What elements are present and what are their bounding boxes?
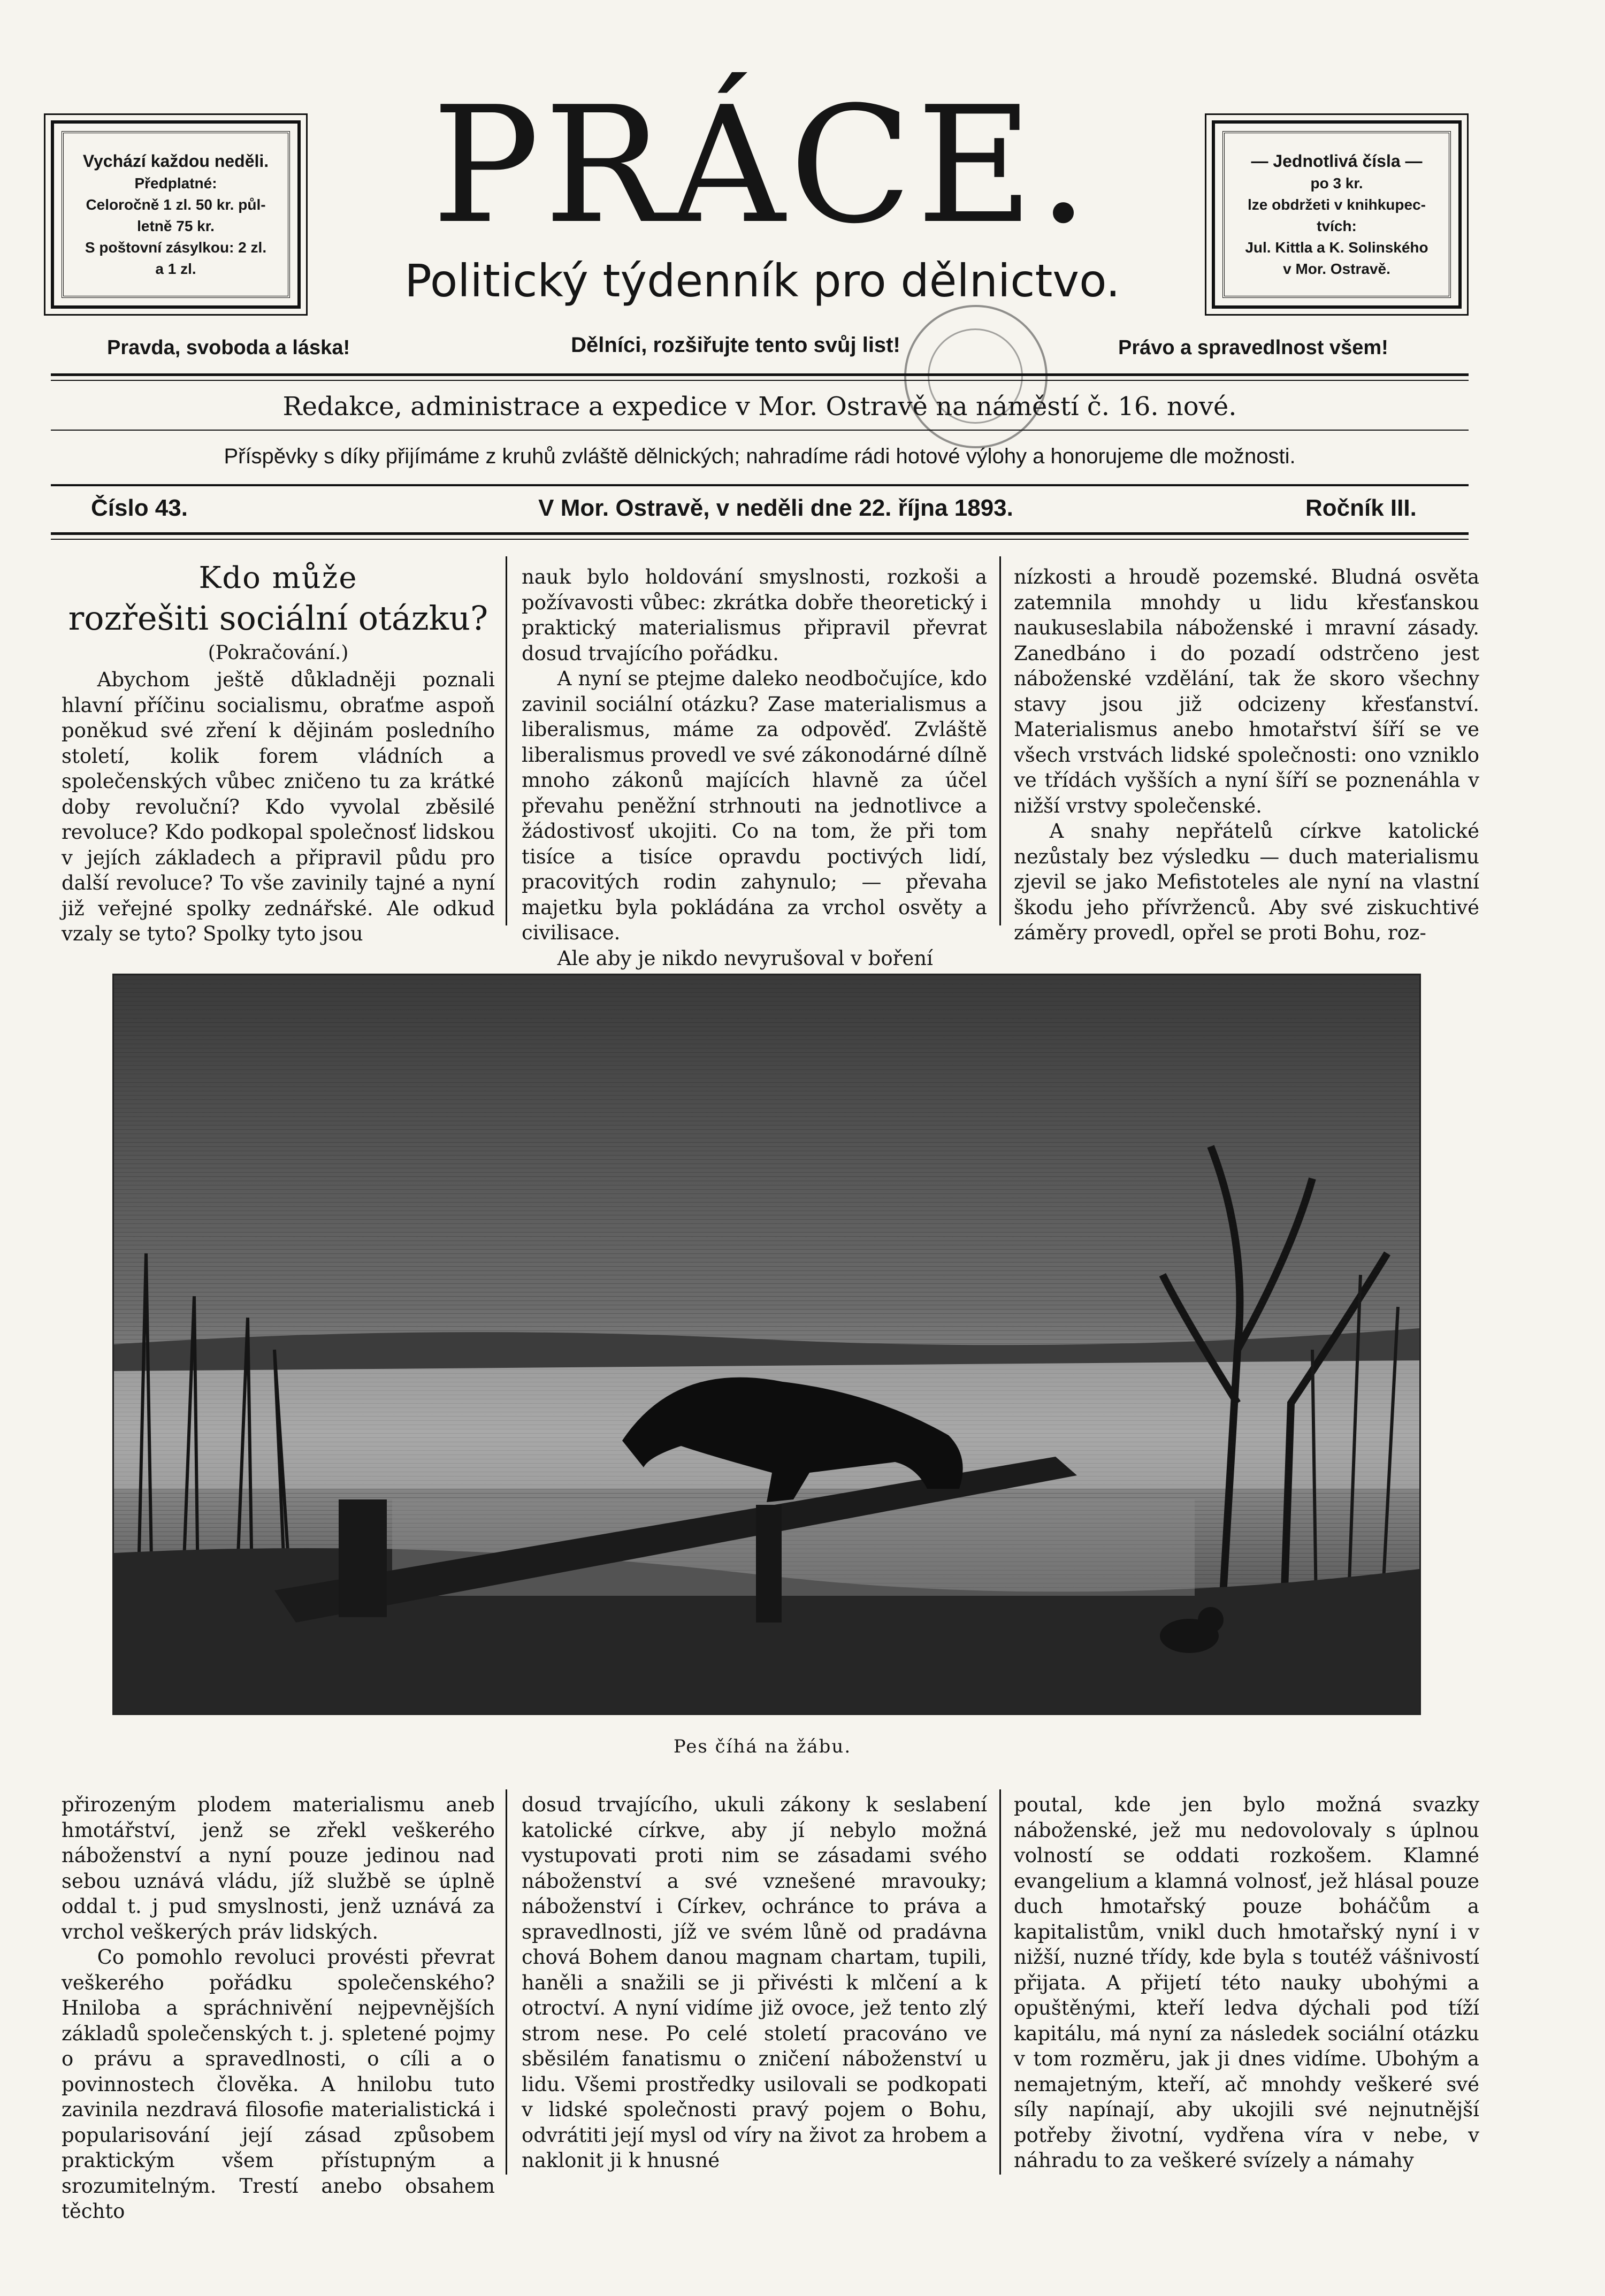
illustration-caption: Pes číhá na žábu. [673, 1736, 852, 1757]
article-paragraph: přirozeným plodem materialismu aneb hmotářství, jenž se zřekl veškerého náboženství a nyní pouze jedinou nad sebou uznává vládu, jíž službě se úplně oddal t. j pud smyslnosti, jenž uznává za vrchol veškerých práv lidských. [62, 1793, 495, 1943]
article-column-1 [62, 559, 495, 947]
subscription-line: Předplatné: [134, 175, 217, 192]
column-divider [999, 556, 1001, 925]
article-paragraph: Ale aby je nikdo nevyrušoval v boření [557, 946, 933, 970]
subscription-line: Celoročně 1 zl. 50 kr. půl- [86, 196, 266, 213]
column-divider [506, 556, 507, 925]
stump [339, 1499, 387, 1617]
article-paragraph: dosud trvajícího, ukuli zákony k seslabení katolické církve, aby jí nebylo možná vystupovati proti nim se zásadami svého náboženství a své vznešené mravouky; náboženství i Církev, ochránce to práva a spravedlnosti, jíž ve svém lůně od pradávna chová Bohem danou magnam chartam, tupili, haněli a snažili se ji přivésti k mlčení a k otroctví. A nyní vidíme již ovoce, jež tento zlý strom nese. Po celé století pracováno ve sběsilém fanatismu o zničení náboženství u lidu. Všemi prostředky usilovali se podkopati v lidské společnosti pravý pojem o Bohu, odvrátiti její mysl od víry na život za hrobem a naklonit ji k hnusné [522, 1793, 987, 2172]
dateline-rule [51, 532, 1469, 535]
article-continued: (Pokračování.) [208, 642, 349, 664]
article-paragraph: poutal, kde jen bylo možná svazky náboženské, jež mu nedovolovaly s úplnou volností se oddati rozkošem. Klamné evangelium a klamná volnosť, jež hlásal pouze duch hmotařský pouze boháčům a kapitalistům, vnikl duch hmotařský nyní i v nižší, nuzné třídy, kde byla s toutéž vášnivostí přijata. A přijetí této nauky ubohými a opuštěnými, kteří ledva dýchali pod tíží kapitálu, má nyní za následek sociální otázku v tom rozměru, jak ji dnes vidíme. Ubohým a nemajetným, kteří, ač mnohdy veškeré své síly napínají, aby ukojili své nejnutnější potřeby životní, vydřena víra v nebe, v náhradu to za veškeré svízely a námahy [1014, 1793, 1479, 2172]
article-paragraph: A nyní se ptejme daleko neodbočujíce, kdo zavinil sociální otázku? Zase materialismus a liberalismus, máme za odpověď. Zvláště liberalismus provedl ve své zákonodárné dílně mnoho zákonů majících hlavně za účel převahu peněžní strhnouti na jednotlivce a žádostivosť ukojiti. Co na tom, že při tom tisíce a tisíce opravdu poctivých lidí, pracovitých rodin zahynulo; — převaha majetku byla pokládána za vrchol osvěty a civilisace. [522, 667, 987, 944]
newspaper-subtitle: Politický týdenník pro dělnictvo. [404, 255, 1120, 307]
contributions-line: Příspěvky s díky přijímáme z kruhů zvláště dělnických; nahradíme rádi hotové výlohy a honorujeme dle možnosti. [224, 445, 1296, 468]
article-column-6 [1014, 1792, 1479, 2173]
article-title-line1: Kdo může [198, 561, 358, 595]
motto-right: Právo a spravedlnost všem! [1118, 336, 1388, 359]
subscription-line: Vychází každou neděli. [82, 151, 269, 171]
illustration-engraving [114, 975, 1419, 1713]
motto-left: Pravda, svoboda a láska! [107, 336, 350, 359]
post [756, 1505, 782, 1622]
address-line: Redakce, administrace a expedice v Mor. Ostravě na náměstí č. 16. nové. [282, 392, 1237, 422]
column-divider [999, 1789, 1001, 2175]
article-paragraph: Co pomohlo revoluci provésti převrat veškerého pořádku společenského? Hniloba a spráchnivění nejpevnějších základů společenských t. j. spletené pojmy o právu a spravedlnosti, o cíli a o povinnostech člověka. A hnilobu tuto zavinila nezdravá filosofie materialistická i popularisování její zásad způsobem praktickým všem přístupným a srozumitelným. Trestí anebo obsahem těchto [62, 1946, 495, 2223]
article-column-4 [62, 1792, 495, 2224]
issue-number: Číslo 43. [91, 495, 188, 521]
single-copies-line: po 3 kr. [1310, 175, 1363, 192]
column-divider [506, 1789, 507, 2175]
subscription-box [51, 120, 301, 309]
subscription-line: letně 75 kr. [137, 218, 215, 234]
masthead-rule [51, 373, 1469, 376]
contributions-rule [51, 484, 1469, 486]
dateline: V Mor. Ostravě, v neděli dne 22. října 1893. [538, 495, 1013, 521]
article-paragraph: A snahy nepřátelů církve katolické nezůstaly bez výsledku — duch materialismu zjevil se jako Mefistoteles ale nyní na vlastní škodu jeho přívrženců. Aby své ziskuchtivé záměry provedl, opřel se proti Bohu, roz- [1014, 820, 1479, 944]
single-copies-line: lze obdržeti v knihkupec- [1248, 196, 1426, 213]
article-title-line2: rozřešiti sociální otázku? [68, 599, 488, 638]
motto-center: Dělníci, rozšiřujte tento svůj list! [571, 333, 900, 357]
newspaper-title: PRÁCE. [431, 72, 1094, 259]
article-column-5 [522, 1792, 987, 2173]
article-column-2 [522, 564, 987, 971]
frog-head [1198, 1607, 1224, 1633]
masthead-rule-thin [51, 380, 1469, 381]
article-paragraph: Abychom ještě důkladněji poznali hlavní příčinu socialismu, obraťme aspoň poněkud své zření k dějinám posledního století, kolik forem vládních a společenských vůbec zničeno tu za krátké doby revoluční? Kdo vyvolal zběsilé revoluce? Kdo podkopal společnosť lidskou v jejích základech a připravil půdu pro další revoluce? To vše zavinily tajné a nyní již veřejné spolky zednářské. Ale odkud vzaly se tyto? Spolky tyto jsou [62, 668, 495, 945]
subscription-line: S poštovní zásylkou: 2 zl. [85, 239, 267, 256]
address-rule [51, 430, 1469, 431]
article-paragraph: nauk bylo holdování smyslnosti, rozkoši a požívavosti vůbec: zkrátka dobře theoretický i praktický materialismus připravil převrat dosud trvajícího pořádku. [522, 565, 987, 665]
single-copies-line: v Mor. Ostravě. [1283, 261, 1390, 277]
single-copies-line: — Jednotlivá čísla — [1251, 151, 1423, 171]
single-copies-line: Jul. Kittla a K. Solinského [1245, 239, 1428, 256]
single-copies-box [1212, 120, 1462, 309]
volume-number: Ročník III. [1305, 495, 1417, 521]
dateline-rule-thin [51, 539, 1469, 540]
article-paragraph: nízkosti a hroudě pozemské. Bludná osvěta zatemnila mnohdy u lidu křesťanskou naukuseslabila náboženské i mravní zásady. Zanedbáno i do pozadí odstrčeno jest náboženské vzdělání, tak že skoro všechny stavy jsou již odcizeny křesťanství. Materialismus anebo hmotařství šíří se ve všech vrstvách lidské společnosti: ono vzniklo ve třídách vyšších a nyní šíří se poznenáhla v nižší vrstvy společenské. [1014, 565, 1479, 817]
subscription-line: a 1 zl. [155, 261, 196, 277]
article-column-3 [1014, 564, 1479, 946]
single-copies-line: tvích: [1317, 218, 1357, 234]
illustration [112, 974, 1421, 1715]
